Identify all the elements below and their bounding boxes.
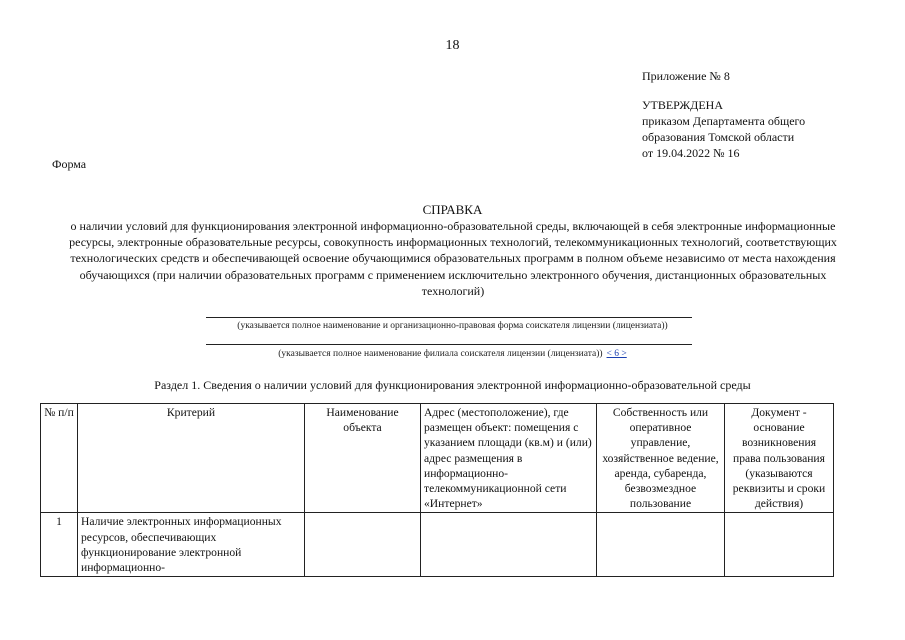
section-heading: Раздел 1. Сведения о наличии условий для функционирования электронной информационно-образовательной среды — [154, 378, 751, 392]
header-criterion: Критерий — [78, 404, 305, 513]
form-label: Форма — [52, 157, 87, 171]
branch-name-caption-wrap — [0, 349, 905, 359]
order-date-line: от 19.04.2022 № 16 — [642, 146, 740, 160]
header-object-name: Наименование объекта — [305, 404, 421, 513]
ownership-cell[interactable] — [597, 513, 725, 577]
header-ownership: Собственность или оперативное управление, хозяйственное ведение, аренда, субаренда, безвозмездное пользование — [597, 404, 725, 513]
header-address: Адрес (местоположение), где размещен объект: помещения с указанием площади (кв.м) и (или) адрес размещения в информационно-телекоммуникационной сети «Интернет» — [421, 404, 597, 513]
header-number: № п/п — [41, 404, 78, 513]
criterion-cell: Наличие электронных информационных ресурсов, обеспечивающих функционирование электронной информационно- — [78, 513, 305, 577]
criteria-table — [40, 403, 834, 577]
document-title: СПРАВКА — [422, 202, 483, 217]
approval-block — [642, 68, 882, 161]
document-description: о наличии условий для функционирования электронной информационно-образовательной среды, включающей в себя электронные информационные ресурсы, электронные образовательные ресурсы, совокупность информационных технологий, телекоммуникационных технологий, соответствующих технологических средств и обеспечивающей освоение обучающимися образовательных программ в полном объеме независимо от места нахождения обучающихся (при наличии образовательных программ с применением исключительно электронного обучения, дистанционных образовательных технологий) — [69, 219, 837, 298]
table-row — [41, 513, 834, 577]
header-document: Документ - основание возникновения права пользования (указываются реквизиты и сроки действия) — [725, 404, 834, 513]
address-cell[interactable] — [421, 513, 597, 577]
order-line-2: образования Томской области — [642, 130, 795, 144]
table-header-row — [41, 404, 834, 513]
footnote-link[interactable]: < 6 > — [606, 349, 627, 359]
approved-label: УТВЕРЖДЕНА — [642, 98, 724, 112]
row-number-cell: 1 — [41, 513, 78, 577]
page-number: 18 — [445, 38, 460, 53]
branch-name-line — [206, 344, 692, 345]
applicant-name-caption: (указывается полное наименование и организационно-правовая форма соискателя лицензии (лицензиата)) — [237, 321, 668, 331]
document-cell[interactable] — [725, 513, 834, 577]
object-name-cell[interactable] — [305, 513, 421, 577]
order-line-1: приказом Департамента общего — [642, 114, 806, 128]
branch-name-caption: (указывается полное наименование филиала соискателя лицензии (лицензиата)) — [278, 349, 603, 359]
applicant-name-line — [206, 317, 692, 318]
appendix-label: Приложение № 8 — [642, 69, 730, 83]
